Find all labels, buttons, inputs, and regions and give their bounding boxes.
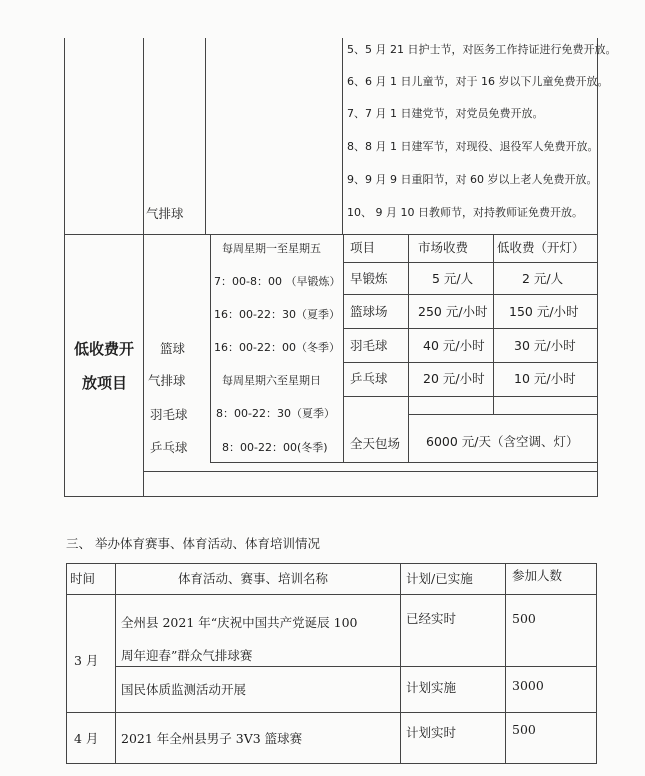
price-row-market: 250 元/小时	[418, 304, 488, 319]
schedule-line: 16：00-22：30（夏季）	[214, 308, 340, 321]
schedule-line: 每周星期六至星期日	[222, 374, 321, 387]
row-status: 计划实时	[406, 725, 457, 740]
price-row-low: 150 元/小时	[509, 304, 579, 319]
schedule-line: 8：00-22：30（夏季）	[216, 407, 335, 420]
price-row-low: 30 元/小时	[514, 338, 576, 353]
sport-item: 篮球	[160, 341, 186, 356]
price-header-low: 低收费（开灯）	[497, 240, 585, 255]
price-header-item: 项目	[350, 240, 376, 255]
price-row-low: 10 元/小时	[514, 371, 576, 386]
price-row-market: 5 元/人	[432, 271, 474, 286]
price-row-market: 40 元/小时	[423, 338, 485, 353]
section-three-heading: 三、 举办体育赛事、体育活动、体育培训情况	[66, 536, 320, 551]
full-day-price: 6000 元/天（含空调、灯）	[426, 434, 579, 449]
row-name: 国民体质监测活动开展	[121, 682, 247, 697]
schedule-line: 7：00-8：00 （早锻炼）	[214, 275, 341, 288]
price-row-low: 2 元/人	[522, 271, 564, 286]
header-time: 时间	[70, 571, 96, 586]
holiday-item: 8、8 月 1 日建军节，对现役、退役军人免费开放。	[347, 140, 599, 153]
row-name: 全州县 2021 年“庆祝中国共产党诞辰 100	[121, 615, 358, 630]
holiday-item: 7、7 月 1 日建党节，对党员免费开放。	[347, 107, 544, 120]
full-day-item: 全天包场	[350, 436, 401, 451]
holiday-item: 5、5 月 21 日护士节，对医务工作持证进行免费开放。	[347, 43, 617, 56]
holiday-item: 10、 9 月 10 日教师节，对持教师证免费开放。	[347, 206, 583, 219]
price-row-item: 篮球场	[350, 304, 388, 319]
header-name: 体育活动、赛事、培训名称	[178, 571, 329, 586]
header-status: 计划/已实施	[406, 571, 473, 586]
sport-item: 乒乓球	[150, 440, 188, 455]
row-status: 已经实时	[406, 611, 457, 626]
header-count: 参加人数	[512, 568, 563, 583]
row-count: 3000	[512, 678, 544, 693]
row-name: 2021 年全州县男子 3V3 篮球赛	[121, 731, 303, 746]
price-row-item: 羽毛球	[350, 338, 388, 353]
row-time: 4 月	[74, 731, 99, 746]
row-count: 500	[512, 611, 536, 626]
price-header-market: 市场收费	[418, 240, 469, 255]
row-time: 3 月	[74, 653, 99, 668]
schedule-line: 每周星期一至星期五	[222, 242, 321, 255]
row-status: 计划实施	[406, 680, 457, 695]
holiday-item: 9、9 月 9 日重阳节，对 60 岁以上老人免费开放。	[347, 173, 598, 186]
category-label-line2: 放项目	[82, 374, 128, 392]
schedule-line: 16：00-22：00（冬季）	[214, 341, 340, 354]
sport-item: 羽毛球	[150, 407, 188, 422]
row-count: 500	[512, 722, 536, 737]
price-row-item: 乒乓球	[350, 371, 388, 386]
price-row-item: 早锻炼	[350, 271, 388, 286]
price-row-market: 20 元/小时	[423, 371, 485, 386]
row-name-cont: 周年迎春”群众气排球赛	[121, 648, 253, 663]
schedule-line: 8：00-22：00(冬季)	[222, 441, 328, 454]
row-label-qipaiqiu: 气排球	[146, 206, 184, 221]
sport-item: 气排球	[148, 373, 186, 388]
category-label-line1: 低收费开	[74, 340, 135, 358]
holiday-item: 6、6 月 1 日儿童节，对于 16 岁以下儿童免费开放。	[347, 75, 609, 88]
